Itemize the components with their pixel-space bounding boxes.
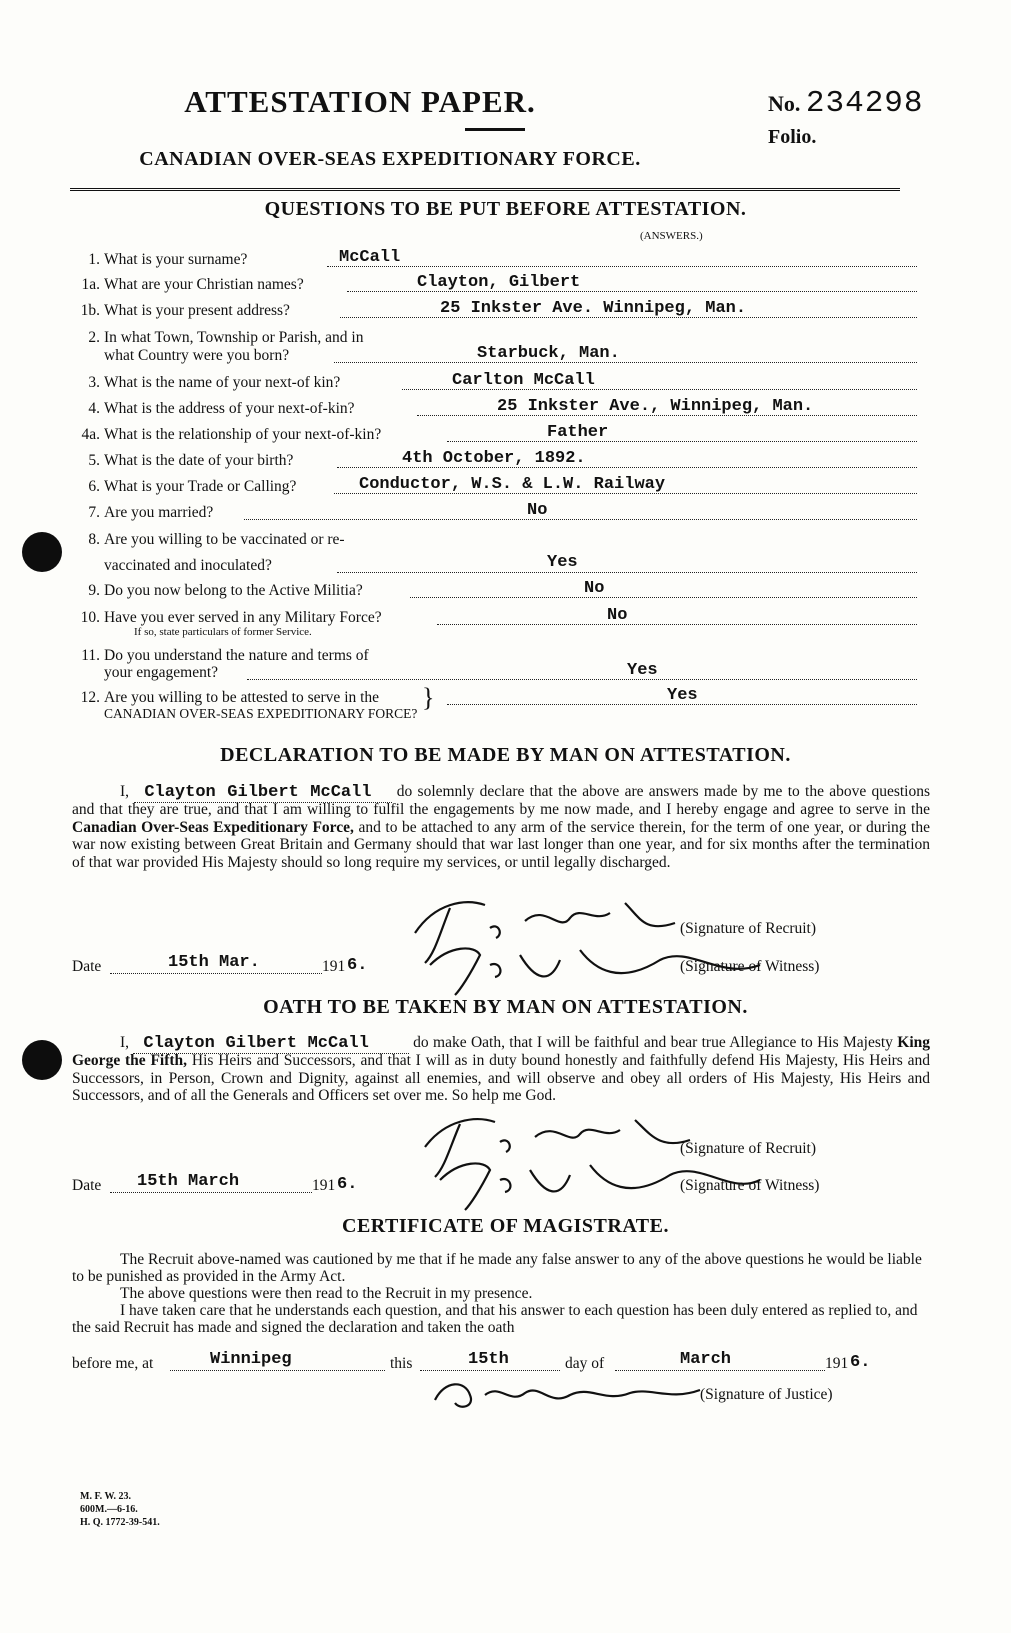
document-number bbox=[768, 86, 924, 121]
question-number: 6. bbox=[88, 478, 100, 495]
question-text: Are you willing to be attested to serve in the bbox=[104, 689, 380, 706]
question-number: 10. bbox=[80, 609, 100, 626]
question-number: 9. bbox=[88, 582, 100, 599]
year-prefix: 191 bbox=[312, 1177, 336, 1194]
form-code: M. F. W. 23. bbox=[80, 1491, 132, 1502]
form-reference bbox=[80, 1490, 160, 1529]
certificate-day: 15th bbox=[468, 1350, 509, 1369]
question-number: 5. bbox=[88, 452, 100, 469]
number-label: No. bbox=[768, 91, 801, 116]
question-text-line2: If so, state particulars of former Service. bbox=[134, 626, 312, 638]
justice-signature-label: (Signature of Justice) bbox=[700, 1386, 833, 1403]
question-text: Do you understand the nature and terms of bbox=[104, 647, 369, 664]
question-number: 11. bbox=[81, 647, 100, 664]
brace: } bbox=[422, 683, 435, 712]
year-suffix: 6. bbox=[337, 1175, 358, 1194]
question-number: 1. bbox=[88, 251, 100, 268]
answer-relationship: Father bbox=[547, 423, 609, 442]
oath-heading: OATH TO BE TAKEN BY MAN ON ATTESTATION. bbox=[263, 996, 748, 1018]
answer-married: No bbox=[527, 501, 548, 520]
question-number: 1b. bbox=[80, 302, 100, 319]
before-me-label: before me, at bbox=[72, 1355, 154, 1372]
question-number: 7. bbox=[88, 504, 100, 521]
answer-willing-to-serve: Yes bbox=[667, 686, 698, 705]
question-text: What is your surname? bbox=[104, 251, 248, 268]
question-text: Have you ever served in any Military Force? bbox=[104, 609, 382, 626]
oath-text-b: His Heirs and Successors, and that I will as in duty bound honestly and faithfully defend His Majesty, His Heirs and Successors, in Person, Crown and Dignity, against all enemies, and will observe and obey all orders of His Majesty, His Heirs and Successors, and of all the Generals and Officers set over me. So help me God. bbox=[72, 1052, 931, 1105]
question-text-line2: what Country were you born? bbox=[104, 347, 290, 364]
declaration-i: I, bbox=[120, 783, 130, 800]
punch-hole-bottom bbox=[22, 1040, 62, 1080]
oath-text-a: do make Oath, that I will be faithful and bear true Allegiance to His Majesty bbox=[413, 1034, 893, 1051]
declaration-name: Clayton Gilbert McCall bbox=[134, 783, 391, 803]
question-number: 4a. bbox=[81, 426, 100, 443]
question-number: 12. bbox=[80, 689, 100, 706]
question-text-line2: CANADIAN OVER-SEAS EXPEDITIONARY FORCE? bbox=[104, 706, 418, 721]
hq-reference: H. Q. 1772-39-541. bbox=[80, 1517, 160, 1528]
oath-i: I, bbox=[120, 1034, 130, 1051]
question-text-line2: your engagement? bbox=[104, 664, 219, 681]
answer-christian-names: Clayton, Gilbert bbox=[417, 273, 581, 292]
certificate-text bbox=[72, 1251, 930, 1336]
recruit-signature-label: (Signature of Recruit) bbox=[680, 1140, 817, 1157]
questions-heading: QUESTIONS TO BE PUT BEFORE ATTESTATION. bbox=[264, 198, 747, 220]
year-prefix: 191 bbox=[322, 958, 346, 975]
oath-text-bold: King George the Fifth, bbox=[72, 1034, 931, 1070]
print-run: 600M.—6-16. bbox=[80, 1504, 138, 1515]
oath-date: 15th March bbox=[137, 1172, 240, 1191]
certificate-month: March bbox=[680, 1350, 732, 1369]
number-value: 234298 bbox=[805, 86, 924, 121]
answer-next-of-kin: Carlton McCall bbox=[452, 371, 595, 390]
oath-text bbox=[72, 1034, 930, 1105]
question-number: 2. bbox=[88, 329, 100, 346]
declaration-text-a: do solemnly declare that the above are answers made by me to the above questions and that they are true, and that I am willing to fulfil the engagements by me now made, and I hereby engage and agree to serve in the bbox=[72, 783, 931, 819]
question-text: What is your Trade or Calling? bbox=[104, 478, 297, 495]
declaration-text bbox=[72, 783, 930, 871]
question-number: 1a. bbox=[81, 276, 100, 293]
title-underline bbox=[465, 128, 525, 131]
answer-military-service: No bbox=[607, 606, 628, 625]
answer-trade: Conductor, W.S. & L.W. Railway bbox=[359, 475, 666, 494]
question-text: Are you married? bbox=[104, 504, 214, 521]
answer-next-of-kin-address: 25 Inkster Ave., Winnipeg, Man. bbox=[497, 397, 814, 416]
witness-signature-label: (Signature of Witness) bbox=[680, 958, 820, 975]
question-text-line2: vaccinated and inoculated? bbox=[104, 557, 272, 574]
declaration-date: 15th Mar. bbox=[168, 953, 260, 972]
question-text: What is the address of your next-of-kin? bbox=[104, 400, 355, 417]
declaration-text-bold: Canadian Over-Seas Expeditionary Force, bbox=[72, 818, 354, 836]
certificate-paragraph-2: The above questions were then read to the Recruit in my presence. bbox=[120, 1285, 533, 1302]
day-of-label: day of bbox=[565, 1355, 605, 1372]
question-text: Do you now belong to the Active Militia? bbox=[104, 582, 363, 599]
answer-surname: McCall bbox=[339, 248, 401, 267]
question-text: What is the name of your next-of kin? bbox=[104, 374, 341, 391]
header-divider bbox=[70, 188, 900, 194]
year-suffix: 6. bbox=[850, 1353, 871, 1372]
answer-militia: No bbox=[584, 579, 605, 598]
question-text: Are you willing to be vaccinated or re- bbox=[104, 531, 345, 548]
question-number: 4. bbox=[88, 400, 100, 417]
page-subtitle: CANADIAN OVER-SEAS EXPEDITIONARY FORCE. bbox=[139, 148, 641, 170]
question-number: 3. bbox=[88, 374, 100, 391]
answer-vaccinated: Yes bbox=[547, 553, 578, 572]
question-text: What are your Christian names? bbox=[104, 276, 304, 293]
answers-note: (ANSWERS.) bbox=[640, 230, 703, 242]
question-text: What is the date of your birth? bbox=[104, 452, 294, 469]
question-text: In what Town, Township or Parish, and in bbox=[104, 329, 364, 346]
question-text: What is the relationship of your next-of-kin? bbox=[104, 426, 382, 443]
answer-birth-date: 4th October, 1892. bbox=[402, 449, 586, 468]
certificate-paragraph-3: I have taken care that he understands each question, and that his answer to each question has been duly entered as replied to, and the said Recruit has made and signed the declaration and taken the oath bbox=[72, 1302, 918, 1336]
year-prefix: 191 bbox=[825, 1355, 849, 1372]
question-number: 8. bbox=[88, 531, 100, 548]
answer-birthplace: Starbuck, Man. bbox=[477, 344, 620, 363]
folio-label: Folio. bbox=[768, 126, 817, 148]
declaration-heading: DECLARATION TO BE MADE BY MAN ON ATTESTATION. bbox=[220, 744, 791, 766]
witness-signature-label: (Signature of Witness) bbox=[680, 1177, 820, 1194]
declaration-text-b: and to be attached to any arm of the service therein, for the term of one year, or during the war now existing between Great Britain and Germany should that war last longer than one year, and for six months after the termination of that war provided His Majesty should so long require my services, or until legally discharged. bbox=[72, 818, 930, 871]
certificate-place: Winnipeg bbox=[210, 1350, 292, 1369]
page-title: ATTESTATION PAPER. bbox=[184, 84, 536, 119]
this-label: this bbox=[390, 1355, 413, 1372]
certificate-paragraph-1: The Recruit above-named was cautioned by me that if he made any false answer to any of the above questions he would be liable to be punished as provided in the Army Act. bbox=[72, 1251, 922, 1285]
answer-address: 25 Inkster Ave. Winnipeg, Man. bbox=[440, 299, 747, 318]
date-label: Date bbox=[72, 1177, 102, 1194]
punch-hole-top bbox=[22, 532, 62, 572]
recruit-signature-label: (Signature of Recruit) bbox=[680, 920, 817, 937]
question-text: What is your present address? bbox=[104, 302, 290, 319]
date-label: Date bbox=[72, 958, 102, 975]
oath-name: Clayton Gilbert McCall bbox=[133, 1034, 408, 1054]
answer-understand-terms: Yes bbox=[627, 661, 658, 680]
justice-signature bbox=[430, 1375, 710, 1415]
certificate-heading: CERTIFICATE OF MAGISTRATE. bbox=[342, 1215, 669, 1237]
year-suffix: 6. bbox=[347, 956, 368, 975]
